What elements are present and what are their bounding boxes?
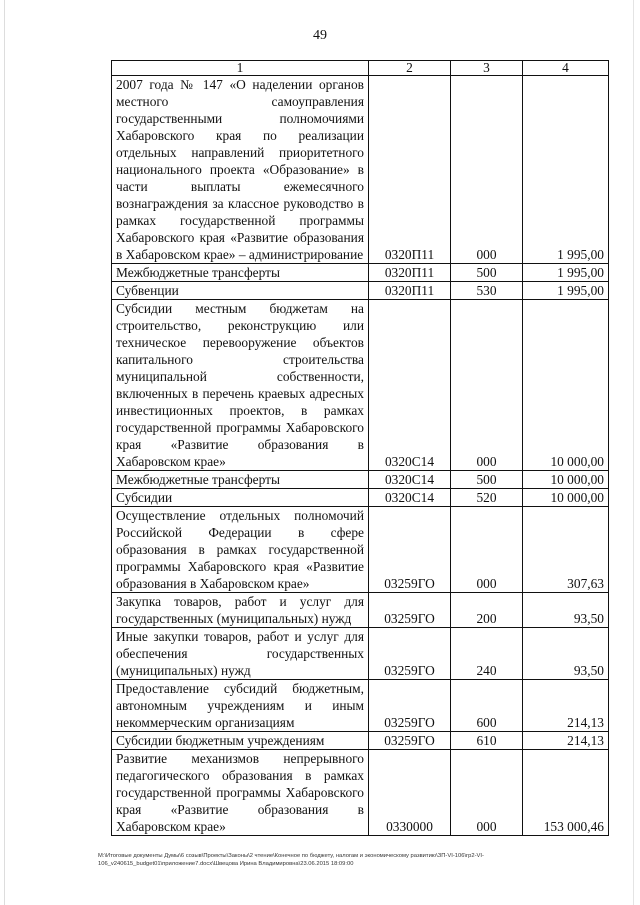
col-header-code: 2 bbox=[369, 61, 451, 76]
table-row bbox=[112, 750, 609, 836]
row-code: 0320П11 bbox=[369, 76, 451, 264]
row-expense-type: 200 bbox=[451, 593, 523, 628]
table-row bbox=[112, 282, 609, 300]
row-description: Межбюджетные трансферты bbox=[112, 471, 369, 489]
row-code: 0320С14 bbox=[369, 300, 451, 471]
row-expense-type: 000 bbox=[451, 76, 523, 264]
row-description: Осуществление отдельных полномочий Российской Федерации в сфере образования в рамках государственной программы Хабаровского края «Развитие образования в Хабаровском крае» bbox=[112, 507, 369, 593]
budget-table bbox=[111, 60, 609, 836]
row-description: 2007 года № 147 «О наделении органов местного самоуправления государственными полномочиями Хабаровского края по реализации отдельных направлений приоритетного национального проекта «Образование» в части выплаты ежемесячного вознаграждения за классное руководство в рамках государственной программы Хабаровского края «Развитие образования в Хабаровском крае» – администрирование bbox=[112, 76, 369, 264]
row-description: Субсидии местным бюджетам на строительство, реконструкцию или техническое перевооружение объектов капитального строительства муниципальной собственности, включенных в перечень краевых адресных инвестиционных проектов, в рамках государственной программы Хабаровского края «Развитие образования в Хабаровском крае» bbox=[112, 300, 369, 471]
row-code: 0320С14 bbox=[369, 489, 451, 507]
row-amount: 10 000,00 bbox=[523, 489, 609, 507]
table-row bbox=[112, 471, 609, 489]
row-expense-type: 520 bbox=[451, 489, 523, 507]
table-row bbox=[112, 507, 609, 593]
col-header-desc: 1 bbox=[112, 61, 369, 76]
row-expense-type: 500 bbox=[451, 471, 523, 489]
row-amount: 93,50 bbox=[523, 628, 609, 680]
row-expense-type: 000 bbox=[451, 300, 523, 471]
row-code: 03259ГО bbox=[369, 507, 451, 593]
row-description: Субвенции bbox=[112, 282, 369, 300]
col-header-amount: 4 bbox=[523, 61, 609, 76]
row-description: Субсидии бюджетным учреждениям bbox=[112, 732, 369, 750]
table-row bbox=[112, 732, 609, 750]
table-row bbox=[112, 264, 609, 282]
row-expense-type: 600 bbox=[451, 680, 523, 732]
row-code: 03259ГО bbox=[369, 593, 451, 628]
col-header-vr: 3 bbox=[451, 61, 523, 76]
table-header-row bbox=[112, 61, 609, 76]
table-row bbox=[112, 489, 609, 507]
row-code: 03259ГО bbox=[369, 628, 451, 680]
row-code: 03259ГО bbox=[369, 732, 451, 750]
row-expense-type: 610 bbox=[451, 732, 523, 750]
row-amount: 214,13 bbox=[523, 732, 609, 750]
row-description: Развитие механизмов непрерывного педагогического образования в рамках государственной программы Хабаровского края «Развитие образования в Хабаровском крае» bbox=[112, 750, 369, 836]
row-amount: 10 000,00 bbox=[523, 300, 609, 471]
row-amount: 10 000,00 bbox=[523, 471, 609, 489]
row-description: Закупка товаров, работ и услуг для государственных (муниципальных) нужд bbox=[112, 593, 369, 628]
row-amount: 1 995,00 bbox=[523, 282, 609, 300]
row-code: 0320П11 bbox=[369, 282, 451, 300]
table-row bbox=[112, 680, 609, 732]
table-row bbox=[112, 593, 609, 628]
page-number: 49 bbox=[313, 28, 327, 43]
table-row bbox=[112, 628, 609, 680]
row-code: 0320С14 bbox=[369, 471, 451, 489]
row-expense-type: 530 bbox=[451, 282, 523, 300]
row-code: 03259ГО bbox=[369, 680, 451, 732]
row-amount: 93,50 bbox=[523, 593, 609, 628]
row-expense-type: 000 bbox=[451, 507, 523, 593]
row-amount: 1 995,00 bbox=[523, 76, 609, 264]
row-description: Иные закупки товаров, работ и услуг для обеспечения государственных (муниципальных) нужд bbox=[112, 628, 369, 680]
row-code: 0330000 bbox=[369, 750, 451, 836]
row-code: 0320П11 bbox=[369, 264, 451, 282]
row-expense-type: 500 bbox=[451, 264, 523, 282]
row-amount: 153 000,46 bbox=[523, 750, 609, 836]
document-footer-path: M:\Итоговые документы Думы\6 созыв\Проекты\Законы\2 чтение\Конечное по бюджету, налогам и экономическому развитию\ЗП-VI-106\гр2-VI-106_v240615_budget01\приложение7.docx\Швецова Ирина Владимировна\23.06.2015 18:09:00 bbox=[98, 853, 484, 867]
row-amount: 1 995,00 bbox=[523, 264, 609, 282]
table-row bbox=[112, 76, 609, 264]
scan-edge-right bbox=[633, 0, 634, 905]
row-description: Субсидии bbox=[112, 489, 369, 507]
scan-edge-left bbox=[4, 0, 5, 905]
table-row bbox=[112, 300, 609, 471]
row-expense-type: 240 bbox=[451, 628, 523, 680]
row-expense-type: 000 bbox=[451, 750, 523, 836]
row-description: Предоставление субсидий бюджетным, автономным учреждениям и иным некоммерческим организациям bbox=[112, 680, 369, 732]
row-description: Межбюджетные трансферты bbox=[112, 264, 369, 282]
row-amount: 307,63 bbox=[523, 507, 609, 593]
row-amount: 214,13 bbox=[523, 680, 609, 732]
